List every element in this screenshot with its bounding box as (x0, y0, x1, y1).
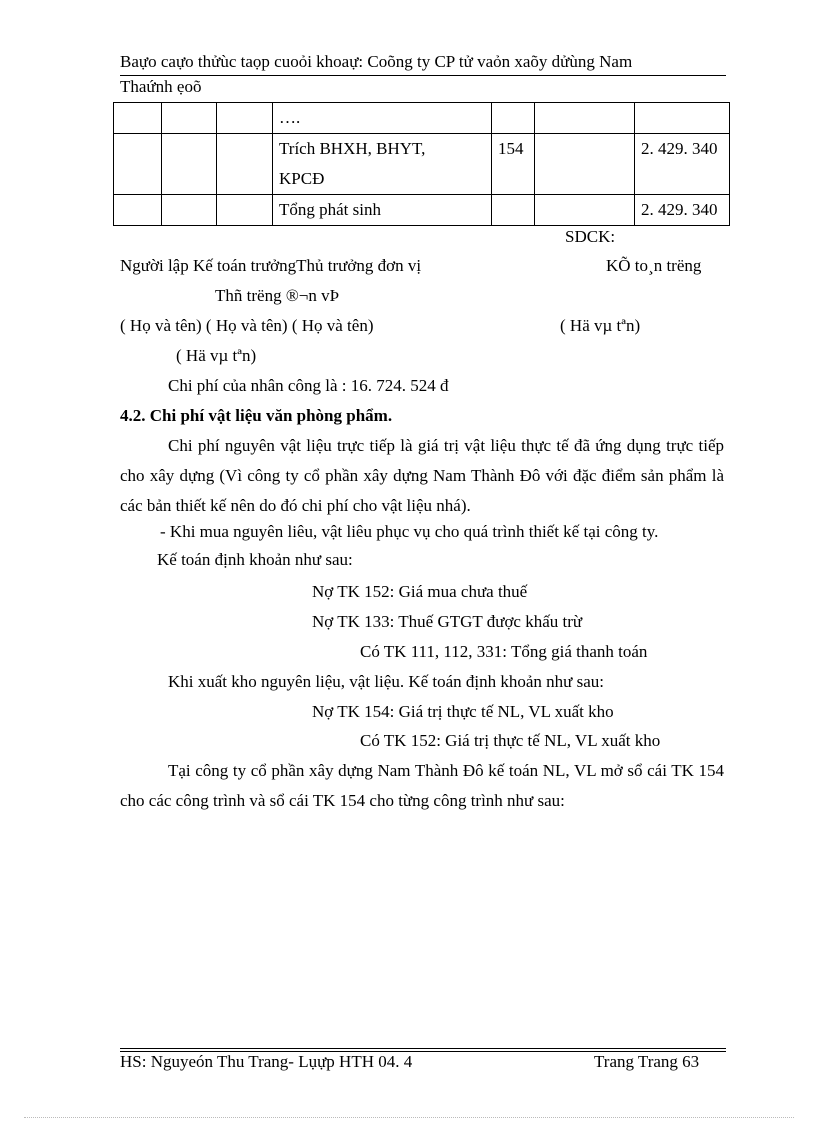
table-cell (217, 134, 273, 195)
table-cell (114, 103, 162, 134)
footer-student: HS: Nguyeón Thu Trang- Lụựp HTH 04. 4 (120, 1052, 413, 1071)
ledger-table (113, 102, 730, 226)
table-row (114, 134, 730, 195)
sdck-label: SDCK: (565, 227, 616, 246)
section-heading: 4.2. Chi phí vật liệu văn phòng phẩm. (120, 406, 393, 425)
table-cell-acct (492, 103, 535, 134)
paragraph-ledger: Tại công ty cổ phần xây dựng Nam Thành Đô kế toán NL, VL mở sổ cái TK 154 cho các công trình và sổ cái TK 154 cho từng công trình như sau: (120, 761, 724, 810)
table-cell-desc: …. (273, 103, 492, 134)
entry-intro-issue: Khi xuất kho nguyên liệu, vật liệu. Kế toán định khoản như sau: (168, 672, 605, 691)
signature-title-second: Thñ trëng ®¬n vÞ (215, 286, 340, 305)
table-cell (162, 195, 217, 226)
table-cell-acct: 154 (492, 134, 535, 195)
entry-credit-152: Có TK 152: Giá trị thực tế NL, VL xuất kho (360, 731, 661, 750)
table-cell-desc: Tổng phát sinh (273, 195, 492, 226)
table-cell (217, 103, 273, 134)
table-cell (162, 134, 217, 195)
signature-names: ( Họ và tên) ( Họ và tên) ( Họ và tên) (120, 316, 374, 335)
signature-name-second: ( Hä vµ tªn) (176, 346, 257, 365)
table-cell-acct (492, 195, 535, 226)
table-cell-credit: 2. 429. 340 (635, 195, 730, 226)
table-cell-desc-line2: KPCĐ (279, 169, 325, 188)
entry-intro-purchase: Kế toán định khoản như sau: (157, 550, 353, 569)
table-row (114, 195, 730, 226)
table-cell-credit: 2. 429. 340 (635, 134, 730, 195)
entry-debit-154: Nợ TK 154: Giá trị thực tế NL, VL xuất kho (312, 702, 614, 721)
signature-name-right: ( Hä vµ tªn) (560, 316, 641, 335)
table-cell-debit (535, 103, 635, 134)
entry-debit-152: Nợ TK 152: Giá mua chưa thuế (312, 582, 528, 601)
header-title-cont: Thaứnh ẹoõ (120, 77, 202, 96)
table-cell-debit (535, 195, 635, 226)
table-cell (162, 103, 217, 134)
entry-debit-133: Nợ TK 133: Thuế GTGT được khấu trừ (312, 612, 583, 631)
table-cell-credit (635, 103, 730, 134)
entry-credit-111: Có TK 111, 112, 331: Tổng giá thanh toán (360, 642, 648, 661)
table-cell-desc (273, 134, 492, 195)
paragraph-material-cost: Chi phí nguyên vật liệu trực tiếp là giá trị vật liệu thực tế đã ứng dụng trực tiếp cho xây dựng (Vì công ty cổ phần xây dựng Nam Thành Đô với đặc điểm sản phẩm là các bản thiết kế nên do đó chi phí cho vật liệu nhá). (120, 436, 724, 515)
signature-title-right: KÕ to¸n trëng (606, 256, 702, 275)
header-divider (120, 75, 726, 76)
table-cell-desc-line1: Trích BHXH, BHYT, (279, 139, 426, 158)
table-cell (217, 195, 273, 226)
table-cell-debit (535, 134, 635, 195)
bullet-purchase: - Khi mua nguyên liêu, vật liêu phục vụ cho quá trình thiết kế tại công ty. (160, 522, 659, 541)
footer-divider (120, 1048, 726, 1049)
page-bottom-border (24, 1117, 794, 1118)
table-row (114, 103, 730, 134)
table-cell (114, 195, 162, 226)
table-cell (114, 134, 162, 195)
header-title: Baựo caựo thửùc taọp cuoỏi khoaự: Coõng ty CP tử vaỏn xaõy dửùng Nam (120, 52, 633, 71)
signature-titles: Người lập Kế toán trưởngThủ trưởng đơn vị (120, 256, 422, 275)
labor-cost-line: Chi phí của nhân công là : 16. 724. 524 đ (168, 376, 449, 395)
footer-page-number: Trang Trang 63 (594, 1052, 700, 1071)
